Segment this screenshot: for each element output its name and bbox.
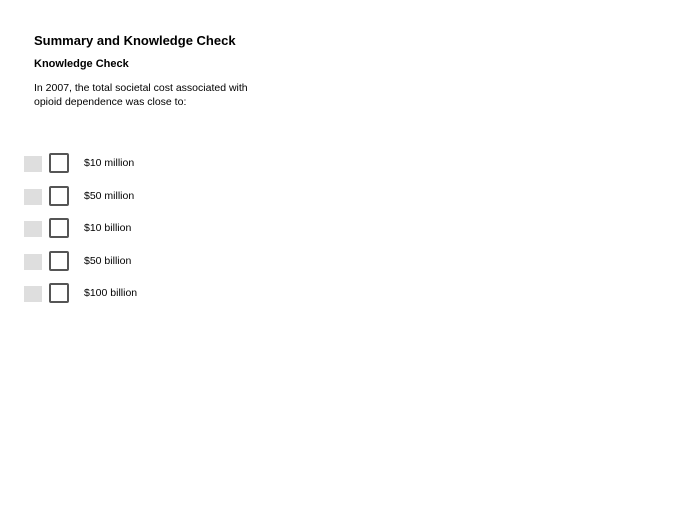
option-marker xyxy=(24,189,42,205)
option-marker xyxy=(24,286,42,302)
checkbox[interactable] xyxy=(49,186,69,206)
option-label: $10 million xyxy=(84,157,135,169)
checkbox[interactable] xyxy=(49,218,69,238)
section-title: Knowledge Check xyxy=(34,58,129,70)
question-text: In 2007, the total societal cost associated with opioid dependence was close to: xyxy=(34,82,248,108)
checkbox[interactable] xyxy=(49,251,69,271)
option-label: $50 billion xyxy=(84,254,132,267)
option-marker xyxy=(24,254,42,270)
option-label: $10 billion xyxy=(84,222,132,234)
checkbox[interactable] xyxy=(49,153,69,173)
option-label: $50 million xyxy=(84,189,135,202)
option-label: $100 billion xyxy=(84,287,138,299)
page-title: Summary and Knowledge Check xyxy=(34,33,236,48)
option-marker xyxy=(24,156,42,172)
option-marker xyxy=(24,221,42,237)
checkbox[interactable] xyxy=(49,283,69,303)
